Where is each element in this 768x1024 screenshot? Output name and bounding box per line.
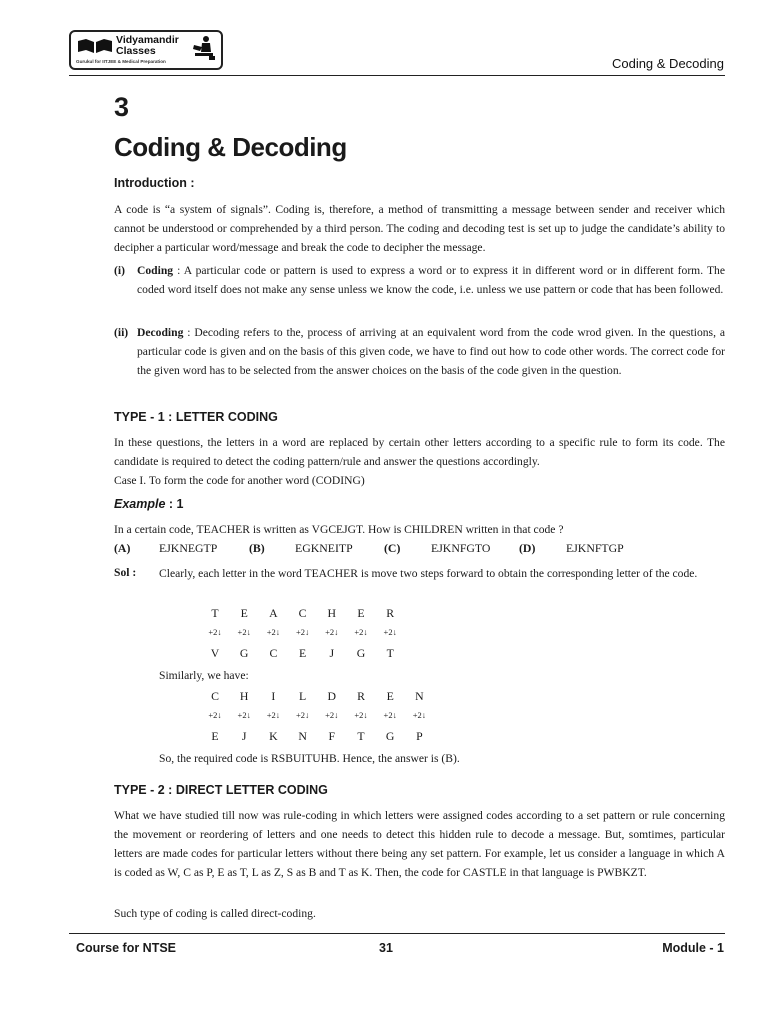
option-d: (D): [519, 541, 536, 555]
footer-course: Course for NTSE: [76, 941, 177, 955]
reader-figure-icon: [192, 35, 216, 61]
coded-letter: V: [210, 646, 220, 660]
logo: [69, 30, 223, 70]
coded-letter: G: [356, 646, 366, 660]
type1-case: Case I. To form the code for another word (CODING): [114, 474, 365, 487]
option-a: (A): [114, 541, 131, 555]
item-text: Decoding : Decoding refers to the, process of arriving at an equivalent word from the code wrod given. In the questions, a particular code is given and on the basis of this given code, we have to find out how to code other words. The correct code for the given word has to be selected from the answer choices on the basis of the code given in the question.: [137, 326, 725, 377]
shift-arrow: +2↓: [295, 627, 310, 637]
coded-letter: G: [239, 646, 249, 660]
solution-label: Sol :: [114, 566, 137, 579]
source-letter: C: [211, 689, 219, 703]
coded-letter: N: [298, 729, 307, 743]
definition-decoding: [114, 323, 725, 399]
page-number: 31: [379, 941, 393, 955]
chapter-title: Coding & Decoding: [114, 132, 347, 162]
footer-module: Module - 1: [662, 941, 724, 955]
option-c-value: EJKNFGTO: [431, 541, 491, 555]
coded-letter: C: [269, 646, 278, 660]
logo-name: Vidyamandir Classes: [116, 34, 179, 57]
source-letter: R: [386, 606, 395, 620]
coded-letter: T: [386, 646, 394, 660]
intro-paragraph: A code is “a system of signals”. Coding is, therefore, a method of transmitting a message between sender and receiver which cannot be understood or comprehended by a third person. The coding and decoding test is set up to judge the candidate’s ability to decipher a particular word/message and break the code to decipher the message.: [114, 203, 725, 254]
books-icon: [77, 38, 113, 54]
intro-heading: Introduction :: [114, 176, 195, 190]
coded-letter: P: [416, 729, 423, 743]
chapter-number: 3: [114, 92, 130, 122]
option-a-value: EJKNEGTP: [159, 541, 218, 555]
type2-closing: Such type of coding is called direct-coding.: [114, 907, 316, 920]
shift-arrow: +2↓: [354, 627, 368, 637]
source-letter: E: [240, 606, 248, 620]
coded-letter: T: [357, 729, 365, 743]
shift-arrow: +2↓: [237, 627, 251, 637]
source-letter: E: [357, 606, 365, 620]
source-letter: E: [386, 689, 394, 703]
option-b: (B): [249, 541, 265, 555]
definition-coding: [114, 261, 725, 318]
coded-letter: G: [385, 729, 395, 743]
coded-letter: J: [329, 646, 335, 660]
type2-paragraph: What we have studied till now was rule-coding in which letters were assigned codes according to a set pattern or rule concerning the movement or reordering of letters and one needs to detect this hidden rule to decode a message. But, somtimes, particular letters are made codes for particular letters without there being any set pattern. For example, let us consider a language in which A is coded as W, C as P, E as T, L as Z, S as B and T as K. Then, the code for CASTLE in that language is PWBKZT.: [114, 809, 725, 879]
coded-letter: F: [328, 729, 336, 743]
shift-arrow: +2↓: [295, 710, 310, 720]
shift-arrow: +2↓: [237, 710, 251, 720]
source-letter: L: [298, 689, 307, 703]
coded-letter: J: [241, 729, 247, 743]
coded-letter: E: [298, 646, 307, 660]
shift-arrow: +2↓: [354, 710, 368, 720]
source-letter: R: [357, 689, 365, 703]
conclusion-text: So, the required code is RSBUITUHB. Hence, the answer is (B).: [159, 752, 460, 765]
item-number: (ii): [114, 326, 129, 339]
shift-arrow: +2↓: [412, 710, 427, 720]
shift-arrow: +2↓: [266, 710, 281, 720]
option-b-value: EGKNEITP: [295, 541, 353, 555]
shift-arrow: +2↓: [383, 627, 397, 637]
shift-arrow: +2↓: [383, 710, 397, 720]
type2-heading: TYPE - 2 : DIRECT LETTER CODING: [114, 783, 328, 797]
shift-arrow: +2↓: [208, 710, 222, 720]
shift-arrow: +2↓: [325, 627, 339, 637]
item-number: (i): [114, 264, 125, 277]
type1-heading: TYPE - 1 : LETTER CODING: [114, 410, 278, 424]
source-letter: C: [298, 606, 307, 620]
header-title: Coding & Decoding: [611, 56, 724, 71]
coded-letter: K: [269, 729, 278, 743]
source-letter: I: [271, 689, 276, 703]
shift-arrow: +2↓: [325, 710, 339, 720]
source-letter: A: [269, 606, 278, 620]
source-letter: H: [327, 606, 337, 620]
similarly-text: Similarly, we have:: [159, 669, 249, 682]
source-letter: H: [239, 689, 249, 703]
header-divider: [69, 75, 725, 76]
coded-letter: E: [211, 729, 219, 743]
option-d-value: EJKNFTGP: [566, 541, 624, 555]
footer-divider: [69, 933, 725, 934]
item-text: Coding : A particular code or pattern is used to express a word or to express it in different word or in different form. The coded word itself does not make any sense unless we know the code, i.e. unless we use pattern or code that has been followed.: [137, 264, 725, 296]
source-letter: D: [327, 689, 337, 703]
type1-paragraph: In these questions, the letters in a word are replaced by certain other letters according to a specific rule to form its code. The candidate is required to detect the coding pattern/rule and answer the questions accordingly.: [114, 436, 725, 468]
logo-tagline: Gurukul for IITJEE & Medical Preparation: [76, 59, 166, 64]
example-label: Example : 1: [114, 497, 184, 511]
solution-text: Clearly, each letter in the word TEACHER is move two steps forward to obtain the corresponding letter of the code.: [159, 567, 698, 580]
source-letter: N: [415, 689, 424, 703]
source-letter: T: [211, 606, 219, 620]
shift-arrow: +2↓: [208, 627, 222, 637]
example-question: In a certain code, TEACHER is written as VGCEJGT. How is CHILDREN written in that code ?: [114, 523, 564, 536]
shift-arrow: +2↓: [266, 627, 281, 637]
option-c: (C): [384, 541, 401, 555]
